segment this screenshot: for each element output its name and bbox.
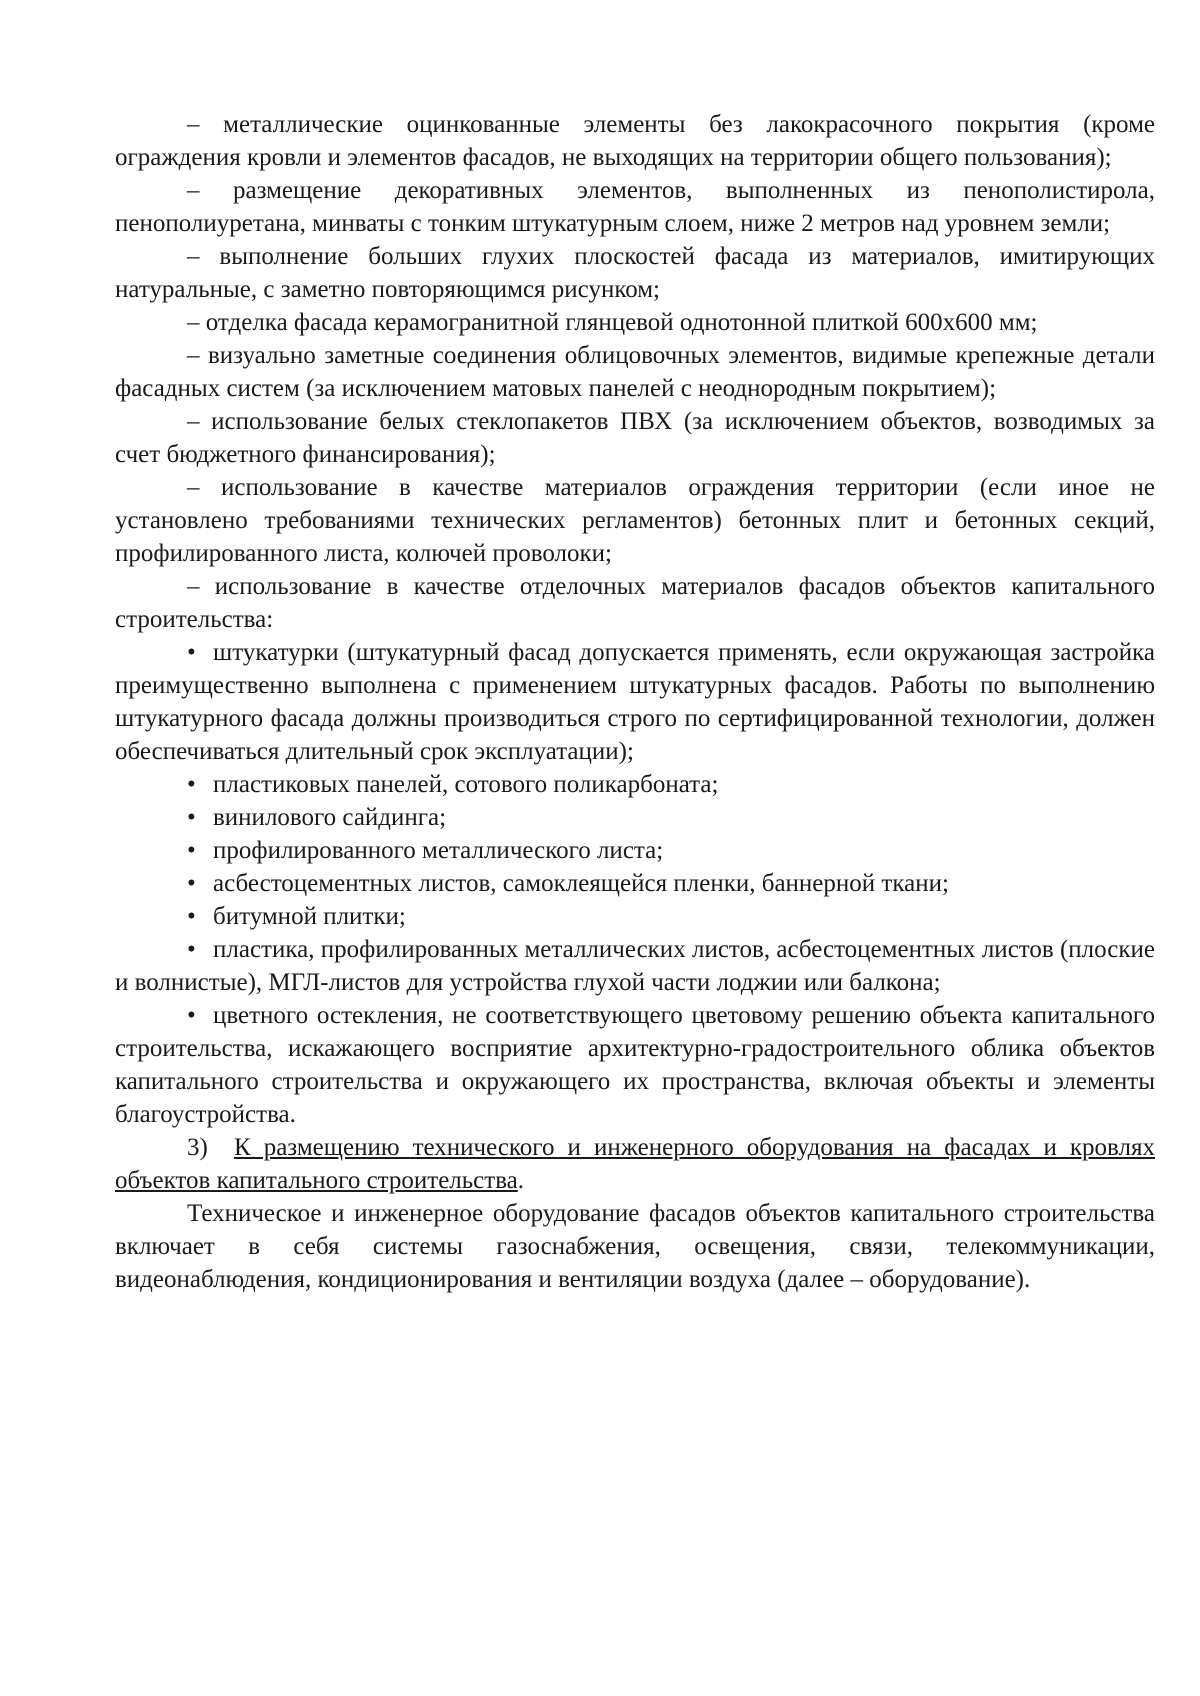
bullet-item-3 [115,801,1155,834]
bullet-item-1 [115,636,1155,768]
bullet-item-text: пластика, профилированных металлических листов, асбестоцементных листов (плоские и волнистые), МГЛ-листов для устройства глухой части лоджии или балкона; [115,936,1155,996]
closing-paragraph: Техническое и инженерное оборудование фасадов объектов капитального строительства включает в себя системы газоснабжения, освещения, связи, телекоммуникации, видеонаблюдения, кондиционирования и вентиляции воздуха (далее – оборудование). [115,1200,1155,1293]
dash-item-2: – размещение декоративных элементов, выполненных из пенополистирола, пенополиуретана, минваты с тонким штукатурным слоем, ниже 2 метров над уровнем земли; [115,177,1155,237]
document-page [115,108,1155,1296]
bullet-marker: • [187,771,196,798]
bullet-item-6 [115,900,1155,933]
bullet-marker: • [187,1002,196,1029]
bullet-item-text: винилового сайдинга; [213,804,447,831]
bullet-marker: • [187,639,196,666]
bullet-item-2 [115,768,1155,801]
bullet-item-text: цветного остекления, не соответствующего цветовому решению объекта капитального строительства, искажающего восприятие архитектурно-градостроительного облика объектов капитального строительства и окружающего их пространства, включая объекты и элементы благоустройства. [115,1002,1155,1128]
section-heading-end: . [517,1167,525,1194]
dash-item-5: – визуально заметные соединения облицовочных элементов, видимые крепежные детали фасадных систем (за исключением матовых панелей с неоднородным покрытием); [115,342,1155,402]
bullet-item-4 [115,834,1155,867]
dash-item-1: – металлические оцинкованные элементы без лакокрасочного покрытия (кроме ограждения кровли и элементов фасадов, не выходящих на территории общего пользования); [115,111,1155,171]
dash-item-6: – использование белых стеклопакетов ПВХ (за исключением объектов, возводимых за счет бюджетного финансирования); [115,408,1155,468]
bullet-item-text: пластиковых панелей, сотового поликарбоната; [213,771,719,798]
section-heading-text: К размещению технического и инженерного оборудования на фасадах и кровлях объектов капитального строительства [115,1134,1156,1194]
bullet-item-text: битумной плитки; [213,903,406,930]
dash-item-3: – выполнение больших глухих плоскостей фасада из материалов, имитирующих натуральные, с заметно повторяющимся рисунком; [115,243,1155,303]
dash-item-7: – использование в качестве материалов ограждения территории (если иное не установлено требованиями технических регламентов) бетонных плит и бетонных секций, профилированного листа, колючей проволоки; [115,474,1155,567]
bullet-item-7 [115,933,1155,999]
bullet-marker: • [187,870,196,897]
bullet-marker: • [187,903,196,930]
section-3-heading [115,1131,1155,1197]
dash-item-8: – использование в качестве отделочных материалов фасадов объектов капитального строительства: [115,573,1155,633]
bullet-item-text: штукатурки (штукатурный фасад допускается применять, если окружающая застройка преимущественно выполнена с применением штукатурных фасадов. Работы по выполнению штукатурного фасада должны производиться строго по сертифицированной технологии, должен обеспечиваться длительный срок эксплуатации); [115,639,1155,765]
bullet-item-text: профилированного металлического листа; [213,837,664,864]
dash-item-4: – отделка фасада керамогранитной глянцевой однотонной плиткой 600х600 мм; [187,309,1038,336]
bullet-marker: • [187,804,196,831]
bullet-item-text: асбестоцементных листов, самоклеящейся пленки, баннерной ткани; [213,870,949,897]
bullet-item-5 [115,867,1155,900]
bullet-item-8 [115,999,1155,1131]
section-number: 3) [187,1134,208,1161]
bullet-marker: • [187,837,196,864]
bullet-marker: • [187,936,196,963]
